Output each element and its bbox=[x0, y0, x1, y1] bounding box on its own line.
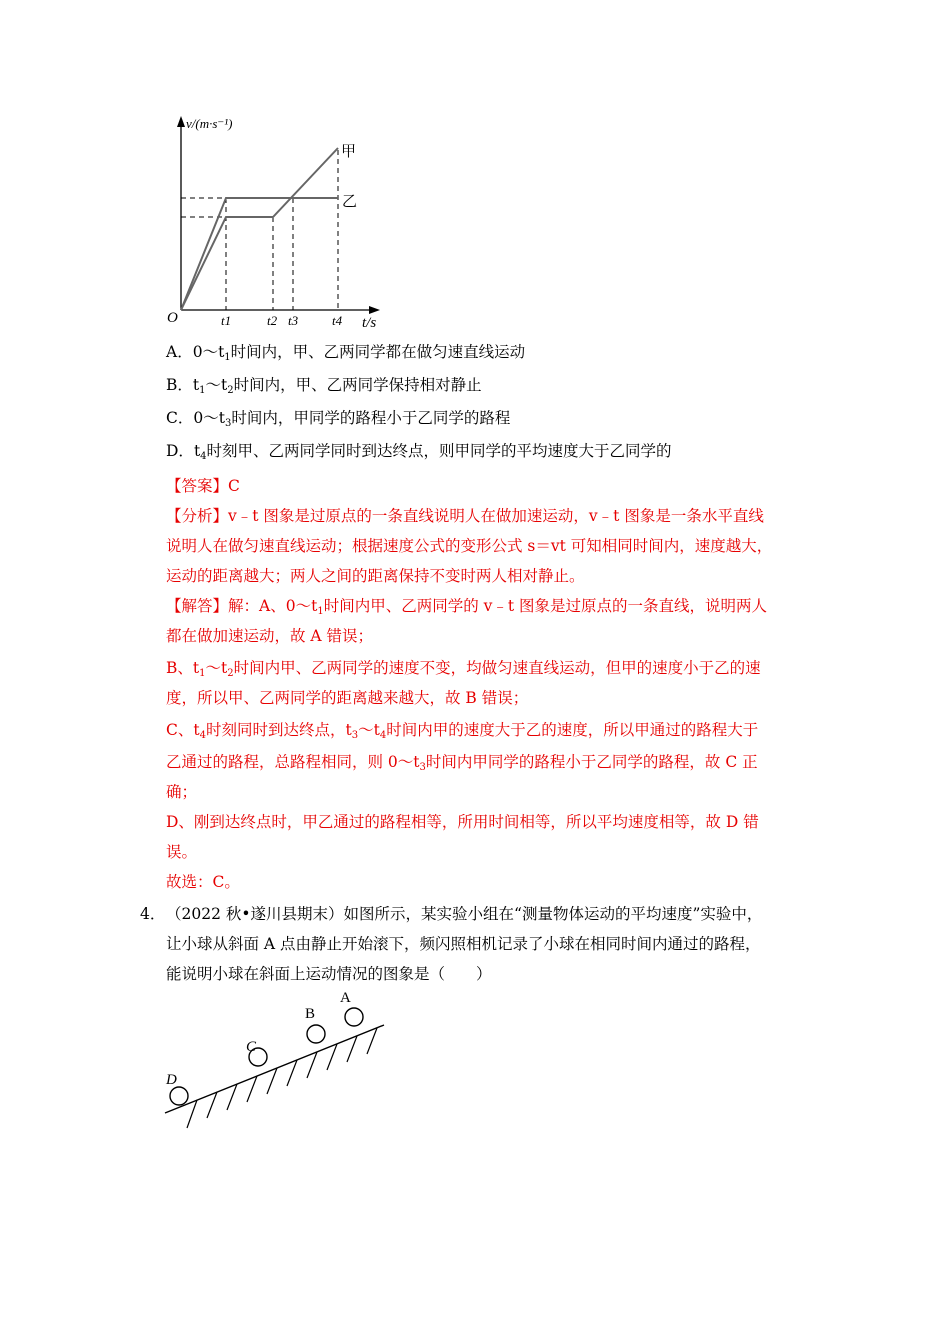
answer-line: 【答案】C bbox=[166, 477, 240, 495]
solution-line-4: 度，所以甲、乙两同学的距离越来越大，故 B 错误； bbox=[166, 689, 529, 707]
label-b: B bbox=[305, 1006, 316, 1022]
analysis-line-1: 【分析】v﹣t 图象是过原点的一条直线说明人在做加速运动，v﹣t 图象是一条水平直线 bbox=[166, 507, 764, 525]
solution-line-6: 乙通过的路程，总路程相同，则 $0\sim t_3$时间内甲同学的路程小于乙同学的路程，故 C 正 bbox=[166, 753, 758, 773]
solution-line-5: C、$t_4$时刻同时到达终点，$t_3\sim t_4$时间内甲的速度大于乙的速度，所以甲通过的路程大于 bbox=[166, 721, 759, 741]
ball-d bbox=[170, 1087, 188, 1105]
x-axis-arrow-icon bbox=[369, 306, 380, 314]
solution-line-9: 误。 bbox=[166, 843, 198, 861]
option-c: C．$0\sim t_3$时间内，甲同学的路程小于乙同学的路程 bbox=[166, 409, 511, 429]
y-axis-arrow-icon bbox=[177, 116, 185, 127]
label-c: C bbox=[246, 1039, 257, 1055]
option-d: D．$t_4$时刻甲、乙两同学同时到达终点，则甲同学的平均速度大于乙同学的 bbox=[166, 442, 672, 462]
analysis-line-3: 运动的距离越大；两人之间的距离保持不变时两人相对静止。 bbox=[166, 567, 585, 585]
label-d: D bbox=[166, 1072, 177, 1088]
y-axis-label: v/(m·s⁻¹) bbox=[186, 116, 233, 131]
solution-line-8: D、刚到达终点时，甲乙通过的路程相等，所用时间相等，所以平均速度相等，故 D 错 bbox=[166, 813, 759, 831]
line-yi bbox=[181, 198, 338, 310]
x-axis-label: t/s bbox=[362, 315, 377, 331]
tick-t4: t4 bbox=[332, 313, 343, 328]
question-4-line-2: 让小球从斜面 A 点由静止开始滚下，频闪照相机记录了小球在相同时间内通过的路程， bbox=[166, 935, 761, 953]
solution-line-3: B、$t_1\sim t_2$时间内甲、乙两同学的速度不变，均做匀速直线运动，但甲的速度小于乙的速 bbox=[166, 659, 761, 679]
solution-line-2: 都在做加速运动，故 A 错误； bbox=[166, 627, 374, 645]
incline-diagram bbox=[160, 985, 400, 1135]
tick-t3: t3 bbox=[288, 313, 299, 328]
solution-line-10: 故选：C。 bbox=[166, 873, 240, 891]
option-b: B．$t_1\sim t_2$时间内，甲、乙两同学保持相对静止 bbox=[166, 376, 482, 396]
label-a: A bbox=[340, 990, 351, 1006]
tick-t2: t2 bbox=[267, 313, 278, 328]
analysis-line-2: 说明人在做匀速直线运动；根据速度公式的变形公式 s＝vt 可知相同时间内，速度越大， bbox=[166, 537, 773, 555]
ball-b bbox=[307, 1025, 325, 1043]
ball-a bbox=[345, 1008, 363, 1026]
origin-label: O bbox=[167, 310, 178, 326]
vt-graph bbox=[160, 110, 400, 335]
solution-line-1: 【解答】解：A、$0\sim t_1$时间内甲、乙两同学的 v﹣t 图象是过原点的一条直线，说明两人 bbox=[166, 597, 768, 617]
label-yi: 乙 bbox=[342, 194, 358, 210]
line-jia bbox=[181, 148, 338, 310]
question-4-number: 4． bbox=[140, 905, 166, 923]
question-4-line-3: 能说明小球在斜面上运动情况的图象是（ ） bbox=[166, 965, 492, 983]
option-a: A．$0\sim t_1$时间内，甲、乙两同学都在做匀速直线运动 bbox=[166, 343, 526, 363]
label-jia: 甲 bbox=[341, 144, 357, 160]
question-4-line-1: （2022 秋•遂川县期末）如图所示，某实验小组在“测量物体运动的平均速度”实验中， bbox=[166, 905, 763, 923]
solution-line-7: 确； bbox=[166, 783, 198, 801]
tick-t1: t1 bbox=[221, 313, 232, 328]
